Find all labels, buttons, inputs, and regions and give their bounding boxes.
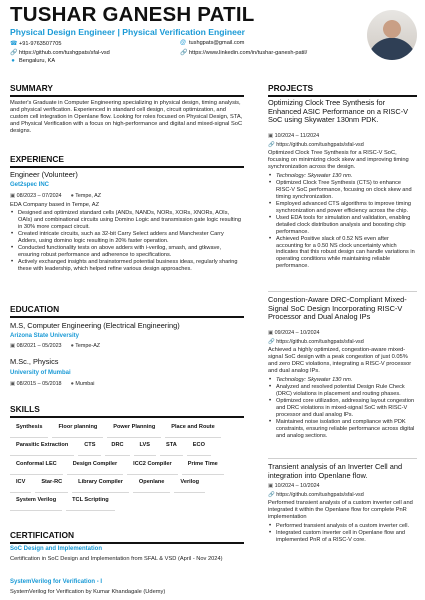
phone-icon: ☎ [10,41,18,47]
skill-chip: ICC2 Compiler [127,456,178,474]
education-location: Mumbai [75,381,95,387]
project-dates [268,330,320,336]
location-pin-icon: ● [70,343,74,349]
skill-chip: Star-RC [35,475,68,493]
summary-text: Master's Graduate in Computer Engineering specializing in physical design, timing analysis, and physical verification. Experienced in standard cell design, circuit optimization, and custom cell integration in Openlane flow. Looking for roles focused on Physical Design, STA, and Physical Verification with a focus on high-performance and digital and mixed-signal SoC designs. [10,100,243,134]
project-title: Optimizing Clock Tree Synthesis for Enhanced ASIC Performance on a RISC-V SoC using Skywater 130nm PDK. [268,98,409,125]
phone-text: +91-9763507705 [19,40,62,47]
calendar-icon: ▣ [268,133,274,139]
link-icon: 🔗 [10,50,18,56]
list-item: • Achieved Positive slack of 0.52 NS even after accounting for a 0.50 NS clock uncertainty which indicates that this robust design can handle variations in operating conditions while maintaining reliable performance. [268,236,417,271]
certification-description: SystemVerilog for Verification by Kumar Khandagale (Udemy) [10,589,166,595]
project-divider [268,291,417,292]
list-item [268,377,417,384]
list-item: • Analyzed and resolved potential Design Rule Check (DRC) violations in placement and routing phases. [268,384,417,398]
skill-chip: ECO [187,438,211,456]
project-description: Performed transient analysis of a custom inverter cell and integrated it within the Openlane flow for complete PnR implementation [268,500,413,520]
education-heading: EDUCATION [10,304,60,314]
education-school: University of Mumbai [10,370,71,376]
project-link-text[interactable]: https://github.com/tushgpats/sfal-vsd [276,492,364,498]
list-item: • Actively exchanged insights and brainstormed potential business ideas, regularly sharing these with leadership, which helped refine various design approaches. [10,259,244,273]
experience-rule [10,166,244,168]
project-dates-text: 10/2024 – 10/2024 [274,483,320,489]
experience-company: Get2spec INC [10,182,50,188]
experience-meta [10,193,101,199]
calendar-icon: ▣ [268,483,274,489]
project-link[interactable] [268,339,364,345]
skills-heading: SKILLS [10,404,40,414]
skills-rule [10,416,244,418]
link-icon: 🔗 [268,142,275,148]
certification-description: Certification in SoC Design and Implementation from SFAL & VSD (April - Nov 2024) [10,556,223,562]
education-rule [10,316,244,318]
experience-role: Engineer (Volunteer) [10,170,78,179]
list-item: • Employed advanced CTS algorithms to improve timing synchronization and power efficiency across the chip. [268,201,417,215]
list-item: • Created intricate circuits, such as 32-bit Carry Select adders and Manchester Carry Adders, using domino logic resulting in 20% faster operation. [10,231,244,245]
experience-heading: EXPERIENCE [10,154,64,164]
skill-chip: Openlane [133,475,171,493]
projects-heading: PROJECTS [268,83,314,93]
list-item: • Used EDA tools for simulation and validation, enabling detailed clock distribution analysis and boosting chip performance. [268,215,417,236]
experience-dates: 08/2023 – 07/2024 [16,193,62,199]
skill-chip: LVS [134,438,156,456]
skill-chip: DRC [105,438,129,456]
skill-chip: Conformal LEC [10,456,63,474]
project-dates [268,133,319,139]
skills-list [10,420,244,511]
project-bullets [268,173,417,270]
job-title: Physical Design Engineer | Physical Verification Engineer [10,27,245,37]
skill-chip: Synthesis [10,420,48,438]
profile-photo [367,10,417,60]
list-item: • Conducted functionality tests on above adders with i-verilog, smash, and gtkwave, ensuring robust performance and adherence to specifications. [10,245,244,259]
location-pin-icon: ● [70,381,74,387]
skill-chip: CTS [78,438,101,456]
email-contact[interactable] [180,40,244,46]
education-school: Arizona State University [10,333,80,339]
project-title: Congestion-Aware DRC-Compliant Mixed-Signal SoC Design Incorporating RISC-V Processor and Dual Analog IPs [268,295,407,322]
certification-rule [10,542,244,544]
project-description: Optimized Clock Tree Synthesis for a RISC-V SoC, focusing on minimizing clock skew and improving timing synchronization across the design. [268,150,409,170]
summary-rule [10,95,244,97]
education-meta [10,381,95,387]
projects-rule [268,95,417,97]
education-degree: M.Sc., Physics [10,357,59,366]
link-icon: 🔗 [180,50,188,56]
project-description: Achieved a highly optimized, congestion-aware mixed-signal SoC design with a peak congestion of just 0.05% and zero DRC violations, integrating a RISC-V processor and dual analog IPs. [268,347,412,374]
skill-chip: ICV [10,475,31,493]
experience-bullets [10,210,244,273]
experience-description: EDA Company based in Tempe, AZ [10,202,100,208]
project-divider [268,458,417,459]
skill-chip: Verilog [174,475,205,493]
certification-title: SystemVerilog for Verification - I [10,579,103,585]
location-pin-icon: ● [70,193,74,199]
technology-text: Technology: Skywater 130 nm. [276,377,353,383]
project-dates [268,483,320,489]
list-item: • Designed and optimized standard cells (ANDs, NANDs, NORs, XORs, XNORs, AOIs, OAIs) and combinational circuits using Domino Logic and transmission gate logic resulting in 30% more compact circuit. [10,210,244,231]
project-title: Transient analysis of an Inverter Cell and integration into Openlane flow. [268,462,403,480]
github-link[interactable]: https://github.com/tushgpats/sfal-vsd [19,49,110,56]
phone-contact [10,40,61,47]
skill-chip: Prime Time [182,456,224,474]
project-link-text[interactable]: https://github.com/tushgpats/sfal-vsd [276,142,364,148]
summary-heading: SUMMARY [10,83,53,93]
list-item: • Maintained noise isolation and compliance with PDK constraints, ensuring reliable performance across digital and analog sections. [268,419,417,440]
project-link-text[interactable]: https://github.com/tushgpats/sfal-vsd [276,339,364,345]
list-item: • Optimized core utilization, addressing layout congestion and DRC violations in mixed-signal SoC with RISC-V processor and dual analog IPs. [268,398,417,419]
link-icon: 🔗 [268,339,275,345]
project-dates-text: 09/2024 – 10/2024 [274,330,320,336]
project-link[interactable] [268,492,364,498]
link-icon: 🔗 [268,492,275,498]
skill-chip: Floor planning [52,420,103,438]
email-text[interactable]: tushgpats@gmail.com [189,40,245,46]
education-meta [10,343,100,349]
skill-chip: System Verilog [10,493,62,511]
github-contact[interactable] [10,49,110,56]
location-pin-icon: ● [11,58,15,64]
project-dates-text: 10/2024 – 11/2024 [274,133,320,139]
skill-chip: Library Compiler [72,475,129,493]
experience-location: Tempe, AZ [75,193,101,199]
list-item: • Performed transient analysis of a custom inverter cell. [268,523,417,530]
calendar-icon: ▣ [10,381,16,387]
education-dates: 08/2021 – 05/2023 [16,343,62,349]
list-item: • Integrated custom inverter cell in Openlane flow and implemented PnR of a RISC-V core. [268,530,417,544]
calendar-icon: ▣ [10,343,16,349]
calendar-icon: ▣ [10,193,16,199]
project-bullets [268,523,417,544]
project-bullets [268,377,417,440]
candidate-name: TUSHAR GANESH PATIL [10,3,255,26]
email-icon: @ [180,40,187,46]
technology-text: Technology: Skywater 130 nm. [276,173,353,179]
list-item: • Optimized Clock Tree Synthesis (CTS) to enhance RISC-V SoC performance, focusing on clock skew and timing synchronization. [268,180,417,201]
project-link[interactable] [268,142,364,148]
education-degree: M.S, Computer Engineering (Electrical Engineering) [10,321,180,330]
skill-chip: Parasitic Extraction [10,438,74,456]
skill-chip: Power Planning [107,420,161,438]
education-location: Tempe-AZ [75,343,101,349]
skill-chip: TCL Scripting [66,493,115,511]
location-contact [10,58,55,64]
linkedin-link[interactable]: https://www.linkedin.com/in/tushar-ganesh-patil/ [189,49,308,56]
skill-chip: Design Compiler [67,456,123,474]
calendar-icon: ▣ [268,330,274,336]
linkedin-contact[interactable] [180,49,307,56]
education-dates: 08/2015 – 05/2018 [16,381,62,387]
certification-heading: CERTIFICATION [10,530,75,540]
list-item [268,173,417,180]
location-text: Bengaluru, KA [19,58,56,64]
certification-title: SoC Design and Implementation [10,546,103,552]
skill-chip: STA [160,438,183,456]
skill-chip: Place and Route [165,420,221,438]
